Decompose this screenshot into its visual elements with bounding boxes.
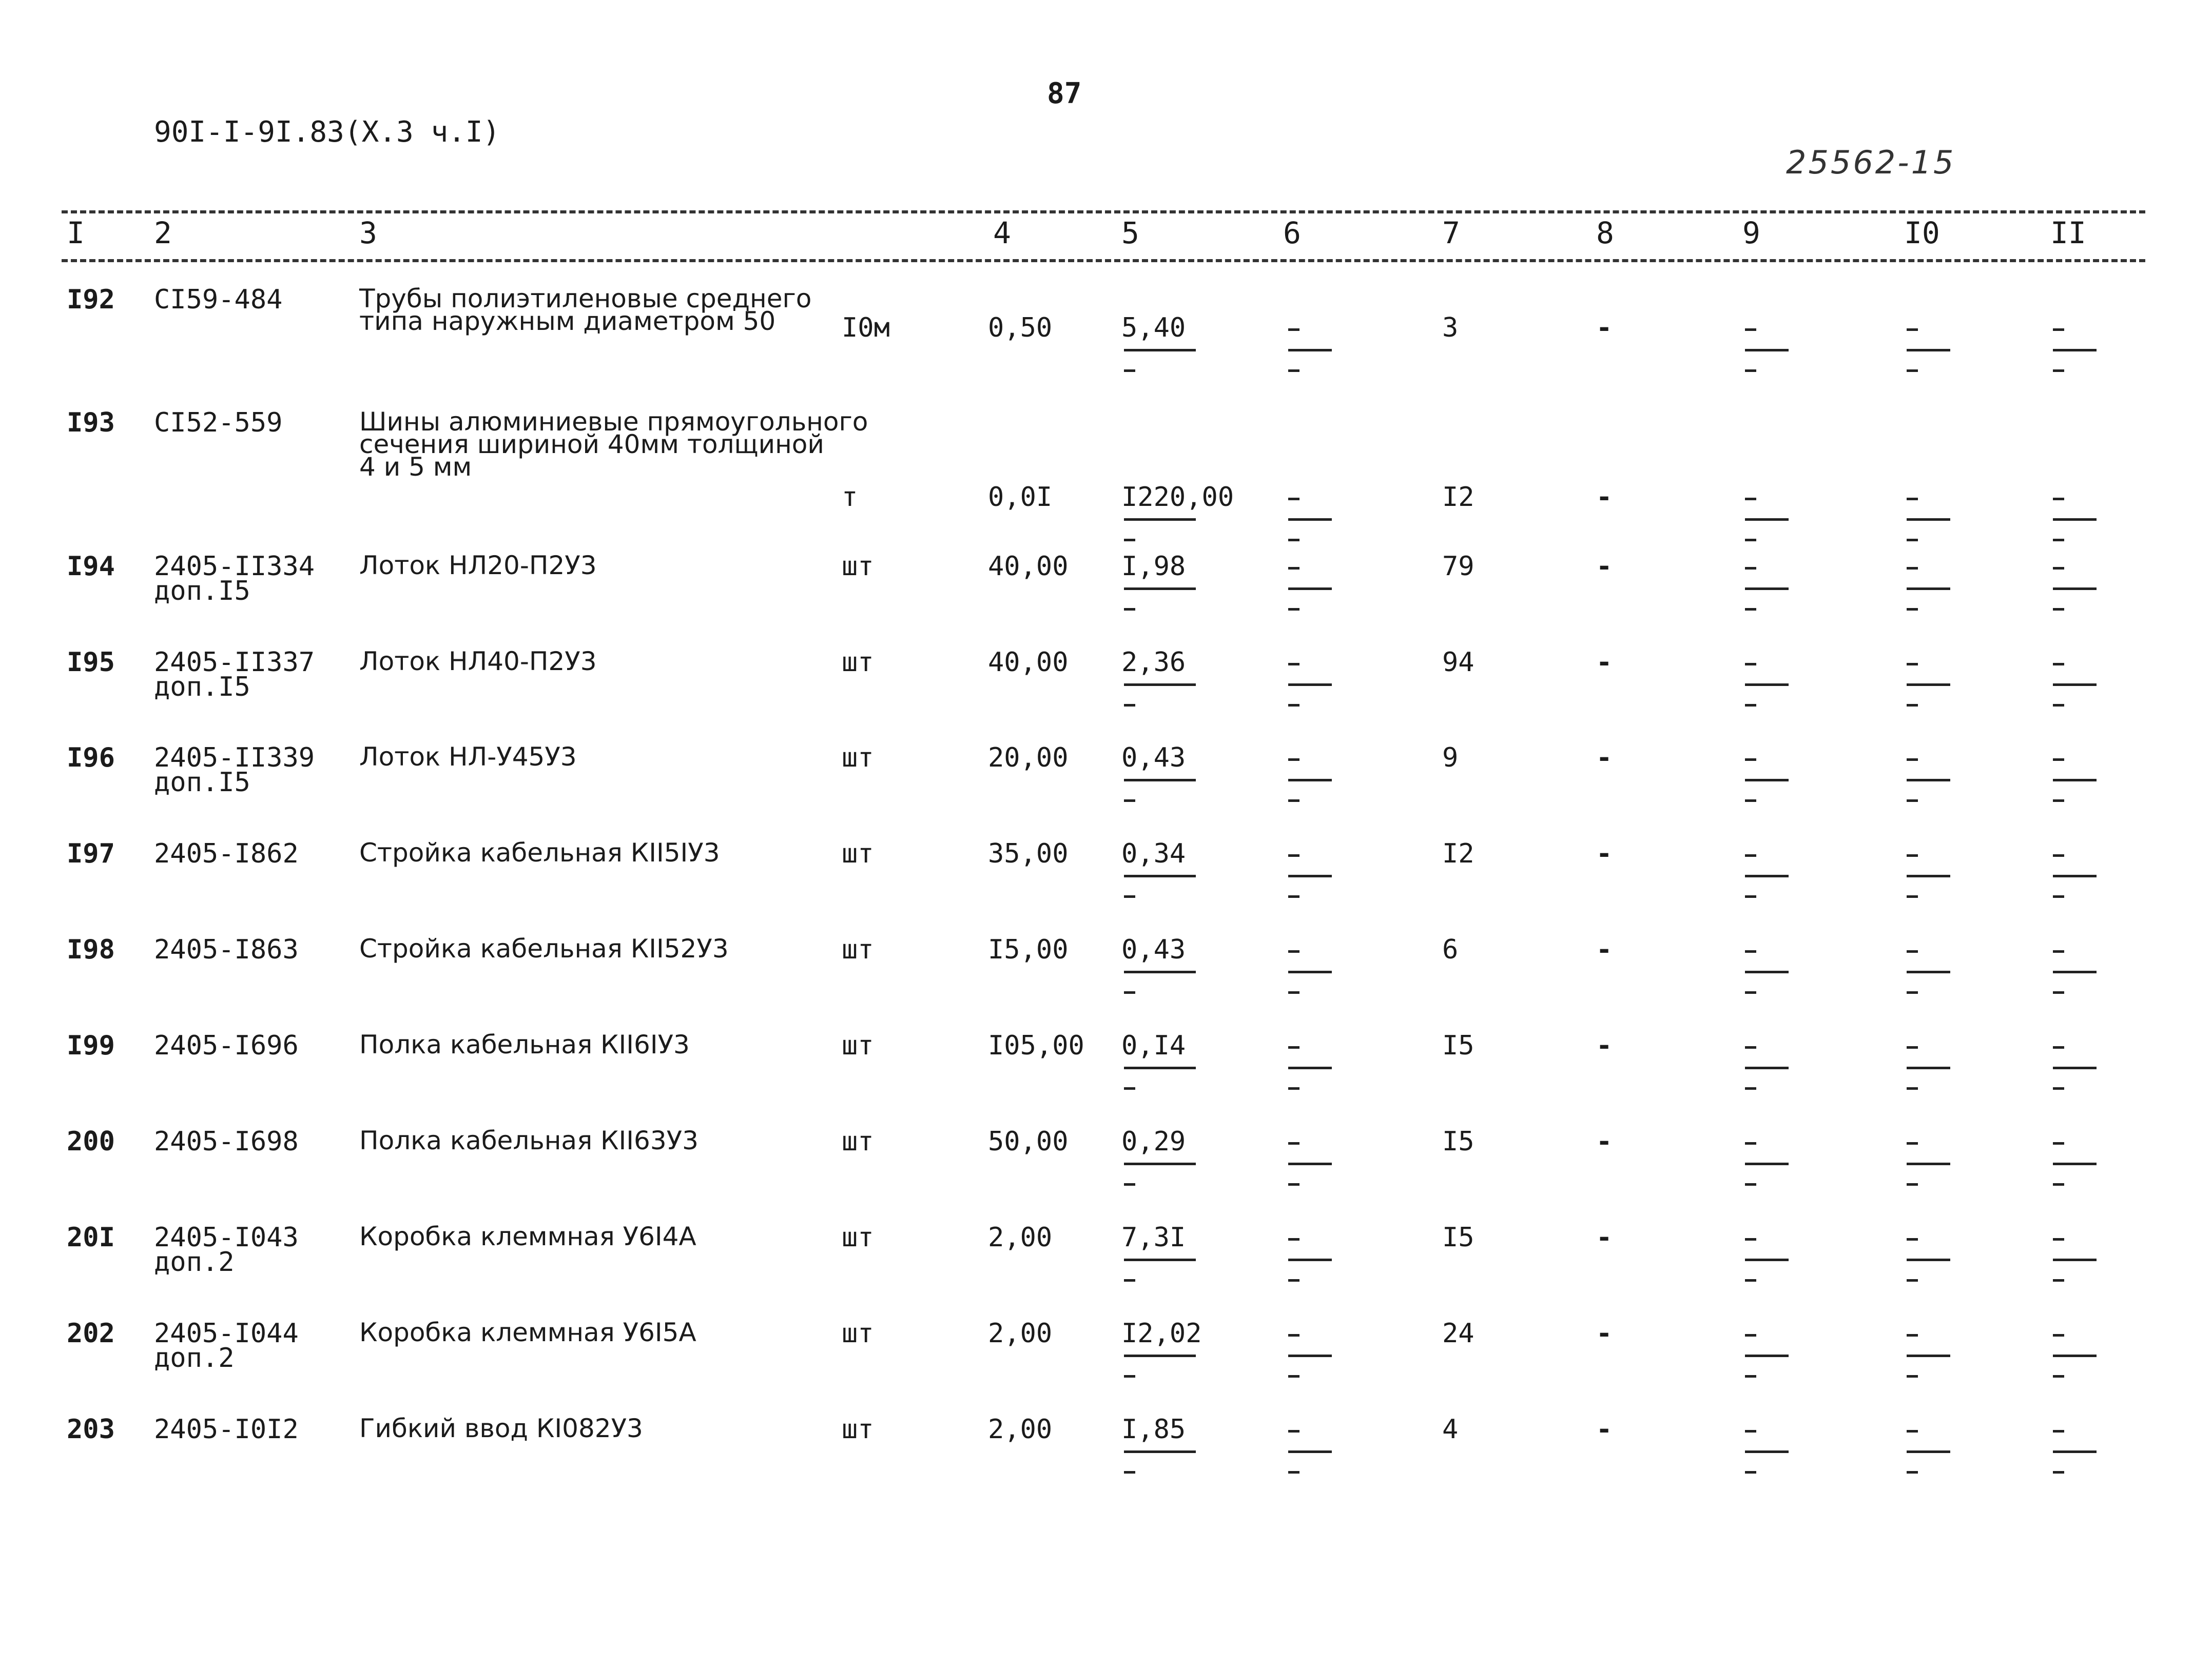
row-price: 2,36 <box>1121 647 1186 678</box>
row-unit: шт <box>842 742 874 773</box>
row-name: Лоток НЛ-У45У3 <box>359 742 577 772</box>
row-col8: - <box>1596 1126 1613 1157</box>
fraction-mark <box>1904 950 1966 1012</box>
fraction-mark <box>1904 1238 1966 1300</box>
fraction-mark <box>1286 1046 1347 1108</box>
fraction-mark <box>1742 950 1804 1012</box>
fraction-mark <box>1904 854 1966 916</box>
fraction-mark <box>1742 854 1804 916</box>
table-row <box>0 838 2212 936</box>
row-unit: шт <box>842 838 874 869</box>
column-header: 3 <box>359 215 377 250</box>
row-col7: 9 <box>1442 742 1459 773</box>
fraction-mark <box>1121 1430 1183 1492</box>
row-unit: шт <box>842 1126 874 1157</box>
table-row <box>0 646 2212 745</box>
fraction-mark <box>2050 1430 2112 1492</box>
table-row <box>0 934 2212 1032</box>
row-number: 200 <box>67 1126 115 1157</box>
row-code: CI52-559 <box>154 407 283 438</box>
fraction-mark <box>1121 663 1183 724</box>
row-number: 203 <box>67 1414 115 1445</box>
row-name: Трубы полиэтиленовые среднего типа наружным диаметром 50 <box>359 284 812 336</box>
table-row <box>0 742 2212 840</box>
table-row <box>0 1030 2212 1128</box>
fraction-mark <box>1286 498 1347 559</box>
row-unit: шт <box>842 647 874 678</box>
fraction-mark <box>2050 328 2112 390</box>
row-name: Полка кабельная КII6IУ3 <box>359 1030 690 1060</box>
row-quantity: 2,00 <box>988 1318 1053 1349</box>
row-code: 2405-I0I2 <box>154 1414 299 1445</box>
header-divider-bottom <box>62 259 2145 262</box>
fraction-mark <box>1121 854 1183 916</box>
row-code: 2405-I043 доп.2 <box>154 1222 299 1278</box>
table-row <box>0 1318 2212 1416</box>
fraction-mark <box>2050 1238 2112 1300</box>
row-unit: шт <box>842 934 874 965</box>
row-price: 0,29 <box>1121 1126 1186 1157</box>
row-number: I99 <box>67 1030 115 1061</box>
fraction-mark <box>1121 498 1183 559</box>
table-row <box>0 551 2212 649</box>
row-col7: I5 <box>1442 1126 1474 1157</box>
column-header: 8 <box>1596 215 1614 250</box>
row-col7: 6 <box>1442 934 1459 965</box>
fraction-mark <box>1286 758 1347 820</box>
row-quantity: 0,50 <box>988 312 1053 343</box>
fraction-mark <box>1904 567 1966 629</box>
fraction-mark <box>1904 663 1966 724</box>
row-col7: I5 <box>1442 1222 1474 1253</box>
column-header: 6 <box>1283 215 1301 250</box>
row-code: CI59-484 <box>154 284 283 315</box>
document-code: 90I-I-9I.83(X.3 ч.I) <box>154 115 500 149</box>
row-code: 2405-II337 доп.I5 <box>154 647 315 702</box>
row-col8: - <box>1596 742 1613 773</box>
column-header: 2 <box>154 215 172 250</box>
fraction-mark <box>1286 1142 1347 1204</box>
fraction-mark <box>1742 1430 1804 1492</box>
fraction-mark <box>1904 328 1966 390</box>
row-price: 0,I4 <box>1121 1030 1186 1061</box>
row-quantity: 2,00 <box>988 1414 1053 1445</box>
row-price: I,85 <box>1121 1414 1186 1445</box>
row-col8: - <box>1596 1414 1613 1445</box>
row-col7: I2 <box>1442 838 1474 869</box>
row-code: 2405-II334 доп.I5 <box>154 551 315 606</box>
fraction-mark <box>2050 663 2112 724</box>
fraction-mark <box>1742 328 1804 390</box>
fraction-mark <box>1286 950 1347 1012</box>
row-code: 2405-II339 доп.I5 <box>154 742 315 798</box>
row-price: I2,02 <box>1121 1318 1202 1349</box>
row-unit: I0м <box>842 312 890 343</box>
fraction-mark <box>1121 1142 1183 1204</box>
row-col8: - <box>1596 1222 1613 1253</box>
fraction-mark <box>2050 1046 2112 1108</box>
fraction-mark <box>2050 758 2112 820</box>
row-unit: шт <box>842 551 874 582</box>
header-divider-top <box>62 210 2145 213</box>
row-number: 202 <box>67 1318 115 1349</box>
row-number: I98 <box>67 934 115 965</box>
fraction-mark <box>2050 854 2112 916</box>
fraction-mark <box>1121 328 1183 390</box>
archive-number: 25562-15 <box>1786 144 1956 181</box>
row-code: 2405-I863 <box>154 934 299 965</box>
row-name: Коробка клеммная У6I4А <box>359 1222 696 1251</box>
row-number: I94 <box>67 551 115 582</box>
row-col8: - <box>1596 838 1613 869</box>
row-code: 2405-I698 <box>154 1126 299 1157</box>
row-number: 20I <box>67 1222 115 1253</box>
row-price: 5,40 <box>1121 312 1186 343</box>
column-header: II <box>2050 215 2086 250</box>
row-col8: - <box>1596 551 1613 582</box>
fraction-mark <box>1742 1334 1804 1396</box>
row-number: I95 <box>67 647 115 678</box>
row-price: 7,3I <box>1121 1222 1186 1253</box>
fraction-mark <box>1742 567 1804 629</box>
fraction-mark <box>1286 663 1347 724</box>
row-unit: шт <box>842 1030 874 1061</box>
row-code: 2405-I696 <box>154 1030 299 1061</box>
column-header: 9 <box>1742 215 1760 250</box>
row-col7: 4 <box>1442 1414 1459 1445</box>
fraction-mark <box>1286 328 1347 390</box>
row-quantity: 40,00 <box>988 647 1069 678</box>
fraction-mark <box>2050 950 2112 1012</box>
fraction-mark <box>2050 1142 2112 1204</box>
row-number: I97 <box>67 838 115 869</box>
row-number: I92 <box>67 284 115 315</box>
row-quantity: 2,00 <box>988 1222 1053 1253</box>
row-quantity: 0,0I <box>988 482 1053 513</box>
row-col7: 94 <box>1442 647 1474 678</box>
row-name: Шины алюминиевые прямоугольного сечения шириной 40мм толщиной 4 и 5 мм <box>359 407 868 482</box>
fraction-mark <box>2050 567 2112 629</box>
row-name: Полка кабельная КII63У3 <box>359 1126 698 1155</box>
table-row <box>0 1222 2212 1320</box>
row-code: 2405-I044 доп.2 <box>154 1318 299 1374</box>
fraction-mark <box>1742 1238 1804 1300</box>
page-number: 87 <box>1047 77 1082 110</box>
row-unit: шт <box>842 1414 874 1445</box>
row-price: 0,43 <box>1121 742 1186 773</box>
row-unit: шт <box>842 1222 874 1253</box>
fraction-mark <box>1742 498 1804 559</box>
row-col8: - <box>1596 312 1613 343</box>
row-unit: шт <box>842 1318 874 1349</box>
fraction-mark <box>1904 1430 1966 1492</box>
column-header: I0 <box>1904 215 1940 250</box>
fraction-mark <box>1121 1238 1183 1300</box>
row-col8: - <box>1596 482 1613 513</box>
row-number: I93 <box>67 407 115 438</box>
fraction-mark <box>1286 1238 1347 1300</box>
fraction-mark <box>1286 854 1347 916</box>
row-col7: I5 <box>1442 1030 1474 1061</box>
column-header: I <box>67 215 85 250</box>
row-quantity: 50,00 <box>988 1126 1069 1157</box>
fraction-mark <box>1286 1430 1347 1492</box>
fraction-mark <box>1904 758 1966 820</box>
row-price: I,98 <box>1121 551 1186 582</box>
row-price: 0,34 <box>1121 838 1186 869</box>
fraction-mark <box>1121 1046 1183 1108</box>
fraction-mark <box>1742 1046 1804 1108</box>
fraction-mark <box>1904 1334 1966 1396</box>
fraction-mark <box>1904 1142 1966 1204</box>
row-price: 0,43 <box>1121 934 1186 965</box>
row-code: 2405-I862 <box>154 838 299 869</box>
table-row <box>0 1414 2212 1512</box>
row-name: Гибкий ввод КI082У3 <box>359 1414 643 1443</box>
table-row <box>0 407 2212 513</box>
row-quantity: 20,00 <box>988 742 1069 773</box>
fraction-mark <box>1121 1334 1183 1396</box>
fraction-mark <box>1121 567 1183 629</box>
row-name: Стройка кабельная КII52У3 <box>359 934 729 964</box>
fraction-mark <box>1121 950 1183 1012</box>
row-quantity: I5,00 <box>988 934 1069 965</box>
row-quantity: I05,00 <box>988 1030 1084 1061</box>
row-col8: - <box>1596 647 1613 678</box>
fraction-mark <box>1286 567 1347 629</box>
row-name: Лоток НЛ20-П2У3 <box>359 551 597 580</box>
column-header: 4 <box>993 215 1011 250</box>
column-header: 7 <box>1442 215 1460 250</box>
fraction-mark <box>2050 1334 2112 1396</box>
row-quantity: 40,00 <box>988 551 1069 582</box>
table-row <box>0 284 2212 382</box>
table-row <box>0 1126 2212 1224</box>
row-unit: т <box>842 482 858 513</box>
fraction-mark <box>1904 498 1966 559</box>
row-name: Стройка кабельная КII5IУ3 <box>359 838 720 868</box>
row-price: I220,00 <box>1121 482 1234 513</box>
row-col8: - <box>1596 1030 1613 1061</box>
fraction-mark <box>1742 758 1804 820</box>
column-header: 5 <box>1121 215 1139 250</box>
row-col7: 24 <box>1442 1318 1474 1349</box>
fraction-mark <box>1742 663 1804 724</box>
fraction-mark <box>1904 1046 1966 1108</box>
row-name: Лоток НЛ40-П2У3 <box>359 646 597 676</box>
fraction-mark <box>1742 1142 1804 1204</box>
fraction-mark <box>2050 498 2112 559</box>
row-col7: 79 <box>1442 551 1474 582</box>
fraction-mark <box>1121 758 1183 820</box>
row-col8: - <box>1596 1318 1613 1349</box>
row-quantity: 35,00 <box>988 838 1069 869</box>
row-col8: - <box>1596 934 1613 965</box>
row-col7: 3 <box>1442 312 1459 343</box>
row-col7: I2 <box>1442 482 1474 513</box>
fraction-mark <box>1286 1334 1347 1396</box>
row-number: I96 <box>67 742 115 773</box>
row-name: Коробка клеммная У6I5А <box>359 1318 696 1347</box>
